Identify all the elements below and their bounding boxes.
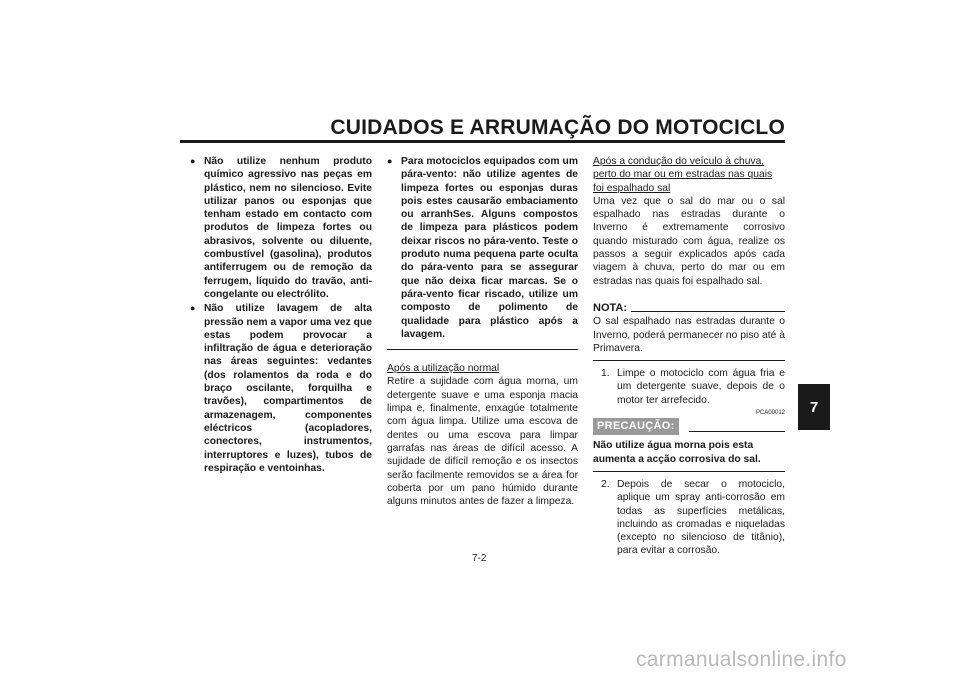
watermark: carmanualsonline.info: [636, 648, 847, 671]
section-heading: Após a utilização normal: [387, 363, 500, 375]
chapter-tab: 7: [798, 384, 830, 430]
column-2: [387, 155, 578, 508]
bullet-item: [190, 302, 372, 475]
bullet-text: Para motociclos equipados com um pára-vento: não utilize agentes de limpeza fortes ou esponjas duras pois estes causarão embaciamento ou arranhSes. Alguns compostos de limpeza para plásticos podem deixar riscos no pára-vento. Teste o produto numa pequena parte oculta do pára-vento para se assegurar que não deixa ficar marcas. Se o pára-vento ficar riscado, utilize um composto de polimento de qualidade para plástico após a lavagem.: [401, 156, 578, 340]
bullet-dot-icon: ●: [190, 303, 196, 314]
precaucao-divider: [593, 471, 785, 472]
column-3: [593, 155, 785, 558]
nota-divider: [593, 360, 785, 361]
step-text: Limpe o motociclo com água fria e um detergente suave, depois de o motor ter arrefecido.: [617, 368, 785, 406]
bullet-item: [190, 155, 372, 301]
bullet-dot-icon: ●: [190, 156, 196, 166]
column-1: [190, 155, 372, 476]
section-paragraph: Retire a sujidade com água morna, um detergente suave e uma esponja macia limpa e, finalmente, enxagúe totalmente com água limpa. Utilize uma escova de dentes ou uma escova para limpar garrafas nas áreas de difícil acesso. A sujidade de difícil remoção e os insectos serão facilmente removidos se a área for coberta por um pano húmido durante alguns minutos antes de fazer a limpeza.: [387, 376, 578, 508]
nota-rule: [631, 311, 785, 312]
step-number: 2.: [601, 478, 610, 490]
section-heading: Após a condução do veículo à chuva, perto do mar ou em estradas nas quais foi espalhado sal: [593, 156, 773, 194]
page-number: 7-2: [472, 553, 487, 564]
nota-header: [593, 302, 785, 315]
nota-text: O sal espalhado nas estradas durante o Inverno, poderá permanecer no piso até à Primavera.: [593, 316, 785, 354]
precaucao-rule: [689, 431, 785, 432]
step-item: [601, 367, 785, 407]
reference-code: PCA00012: [755, 410, 785, 417]
bullet-item: [387, 155, 578, 341]
precaucao-header: [593, 418, 785, 435]
nota-label: NOTA:: [593, 301, 628, 314]
section-paragraph: Uma vez que o sal do mar ou o sal espalhado nas estradas durante o Inverno é extremamente corrosivo quando misturado com água, realize os passos a seguir explicados após cada viagem à chuva, perto do mar ou em estradas nas quais foi espalhado sal.: [593, 195, 785, 287]
section-divider: [387, 349, 578, 350]
bullet-text: Não utilize lavagem de alta pressão nem a vapor uma vez que estas podem provocar a infiltração de água e deterioração nas áreas seguintes: vedantes (dos rolamentos da roda e do braço oscilante, forquilha e travões), compartimentos de armazenagem, componentes eléctricos (acopladores, conectores, instrumentos, interruptores e luzes), tubos de respiração e ventoinhas.: [204, 303, 372, 474]
precaucao-text: Não utilize água morna pois esta aumenta a acção corrosiva do sal.: [593, 440, 761, 465]
precaucao-label: PRECAUÇÃO:: [593, 418, 679, 435]
title-rule: [180, 140, 785, 143]
step-text: Depois de secar o motociclo, aplique um spray anti-corrosão em todas as superfícies metálicas, incluindo as cromadas e niqueladas (excepto no silencioso de titânio), para evitar a corrosão.: [617, 478, 785, 557]
page-title: CUIDADOS E ARRUMAÇÃO DO MOTOCICLO: [330, 116, 785, 139]
step-item: [601, 478, 785, 558]
bullet-dot-icon: ●: [387, 156, 393, 166]
bullet-text: Não utilize nenhum produto químico agressivo nas peças em plástico, nem no silencioso. Evite utilizar panos ou esponjas que tenham estado em contacto com produtos de limpeza fortes ou abrasivos, solvente ou diluente, combustível (gasolina), produtos antiferrugem ou de remoção da ferrugem, líquido do travão, anti-congelante ou electrólito.: [204, 156, 372, 300]
step-number: 1.: [601, 368, 610, 380]
